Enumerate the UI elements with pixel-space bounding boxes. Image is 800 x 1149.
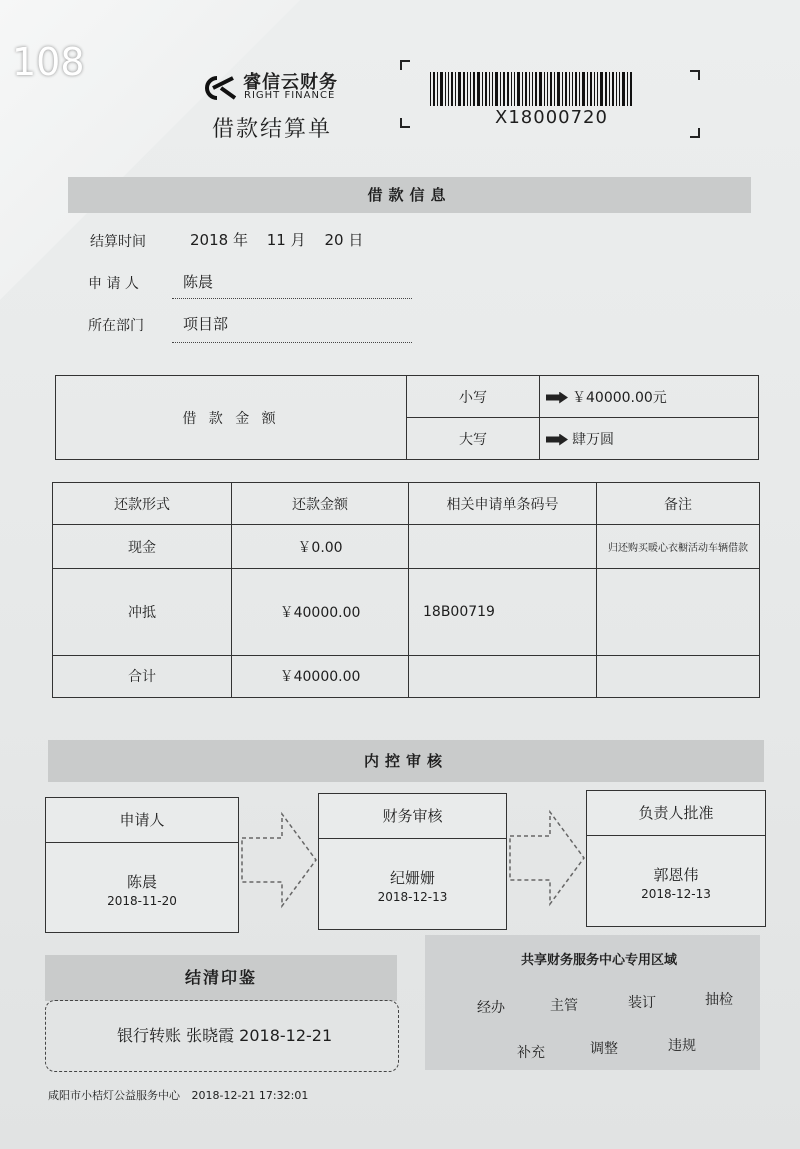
loan-info-section-title: 借款信息 xyxy=(68,177,751,213)
review-step-manager xyxy=(586,790,766,927)
shared-item: 调整 xyxy=(590,1041,618,1057)
page-number: 108 xyxy=(12,40,85,84)
shared-item: 补充 xyxy=(517,1045,545,1061)
shared-finance-area xyxy=(425,935,760,1070)
date-year: 2018 xyxy=(190,231,229,249)
related-barcode: 18B00719 xyxy=(409,569,597,655)
shared-item: 主管 xyxy=(550,998,578,1014)
repay-method: 现金 xyxy=(53,525,232,569)
loan-amount-label: 借 款 金 额 xyxy=(56,376,407,460)
shared-item: 经办 xyxy=(477,1000,505,1016)
review-step-applicant xyxy=(45,797,239,933)
applicant-underline xyxy=(172,298,412,299)
repay-amount: ￥40000.00 xyxy=(232,655,409,697)
remark xyxy=(597,569,760,655)
department-name: 项目部 xyxy=(183,315,229,333)
brand-logo-icon xyxy=(203,74,237,102)
internal-review-section-title: 内控审核 xyxy=(48,740,764,782)
related-barcode xyxy=(409,525,597,569)
date-day: 20 xyxy=(324,231,344,249)
year-unit: 年 xyxy=(232,231,248,249)
remark: 归还购买暖心衣橱活动车辆借款 xyxy=(597,525,760,569)
amount-lower-value: ￥40000.00元 xyxy=(572,389,667,406)
review-step-date: 2018-12-13 xyxy=(377,890,448,904)
barcode-number: X18000720 xyxy=(495,107,608,128)
barcode-icon xyxy=(430,72,673,106)
footer-org: 咸阳市小桔灯公益服务中心 xyxy=(48,1089,180,1102)
arrow-right-icon xyxy=(546,392,568,404)
review-step-name: 郭恩伟 xyxy=(653,866,699,884)
table-total-row xyxy=(53,655,760,697)
arrow-right-icon xyxy=(546,434,568,446)
review-step-title: 财务审核 xyxy=(319,794,506,839)
loan-amount-table xyxy=(55,375,759,460)
review-step-finance xyxy=(318,793,507,930)
repay-amount: ￥40000.00 xyxy=(232,569,409,655)
review-step-name: 纪姗姗 xyxy=(389,869,435,887)
shared-item: 装订 xyxy=(628,995,656,1011)
amount-upper-label: 大写 xyxy=(407,418,540,460)
settlement-date xyxy=(190,229,363,250)
brand-name-en: RIGHT FINANCE xyxy=(244,90,336,101)
applicant-label: 申 请 人 xyxy=(88,276,139,292)
department-label: 所在部门 xyxy=(88,318,144,334)
review-step-date: 2018-11-20 xyxy=(107,894,177,908)
amount-upper-cell xyxy=(540,418,759,460)
amount-upper-value: 肆万圆 xyxy=(572,431,614,448)
column-header: 还款形式 xyxy=(53,483,232,525)
table-row xyxy=(53,569,760,655)
month-unit: 月 xyxy=(290,231,306,249)
flow-arrow-icon xyxy=(240,810,318,910)
date-month: 11 xyxy=(266,231,286,249)
applicant-name: 陈晨 xyxy=(183,273,214,291)
brand-name-cn: 睿信云财务 xyxy=(243,72,338,93)
column-header: 相关申请单条码号 xyxy=(409,483,597,525)
flow-arrow-icon xyxy=(508,808,586,908)
repay-method: 合计 xyxy=(53,655,232,697)
review-step-title: 负责人批准 xyxy=(587,791,765,836)
amount-lower-label: 小写 xyxy=(407,376,540,418)
settlement-seal-text: 银行转账 张晓霞 2018-12-21 xyxy=(117,1026,333,1045)
settlement-date-label: 结算时间 xyxy=(90,234,146,250)
shared-item: 抽检 xyxy=(705,992,733,1008)
day-unit: 日 xyxy=(348,231,364,249)
review-step-title: 申请人 xyxy=(46,798,238,843)
table-header-row xyxy=(53,483,760,525)
amount-lower-cell xyxy=(540,376,759,418)
repayment-table xyxy=(52,482,760,698)
shared-item: 违规 xyxy=(668,1038,696,1054)
remark xyxy=(597,655,760,697)
repay-amount: ￥0.00 xyxy=(232,525,409,569)
footer-stamp xyxy=(48,1087,308,1103)
department-underline xyxy=(172,342,412,343)
column-header: 还款金额 xyxy=(232,483,409,525)
barcode-area xyxy=(400,60,700,140)
shared-area-title: 共享财务服务中心专用区域 xyxy=(521,953,678,968)
repay-method: 冲抵 xyxy=(53,569,232,655)
table-row xyxy=(53,525,760,569)
column-header: 备注 xyxy=(597,483,760,525)
review-step-date: 2018-12-13 xyxy=(641,887,711,901)
review-step-name: 陈晨 xyxy=(126,873,157,891)
related-barcode xyxy=(409,655,597,697)
document-title: 借款结算单 xyxy=(212,117,333,142)
settlement-seal-title: 结清印鉴 xyxy=(45,955,397,1001)
footer-timestamp: 2018-12-21 17:32:01 xyxy=(191,1089,309,1102)
